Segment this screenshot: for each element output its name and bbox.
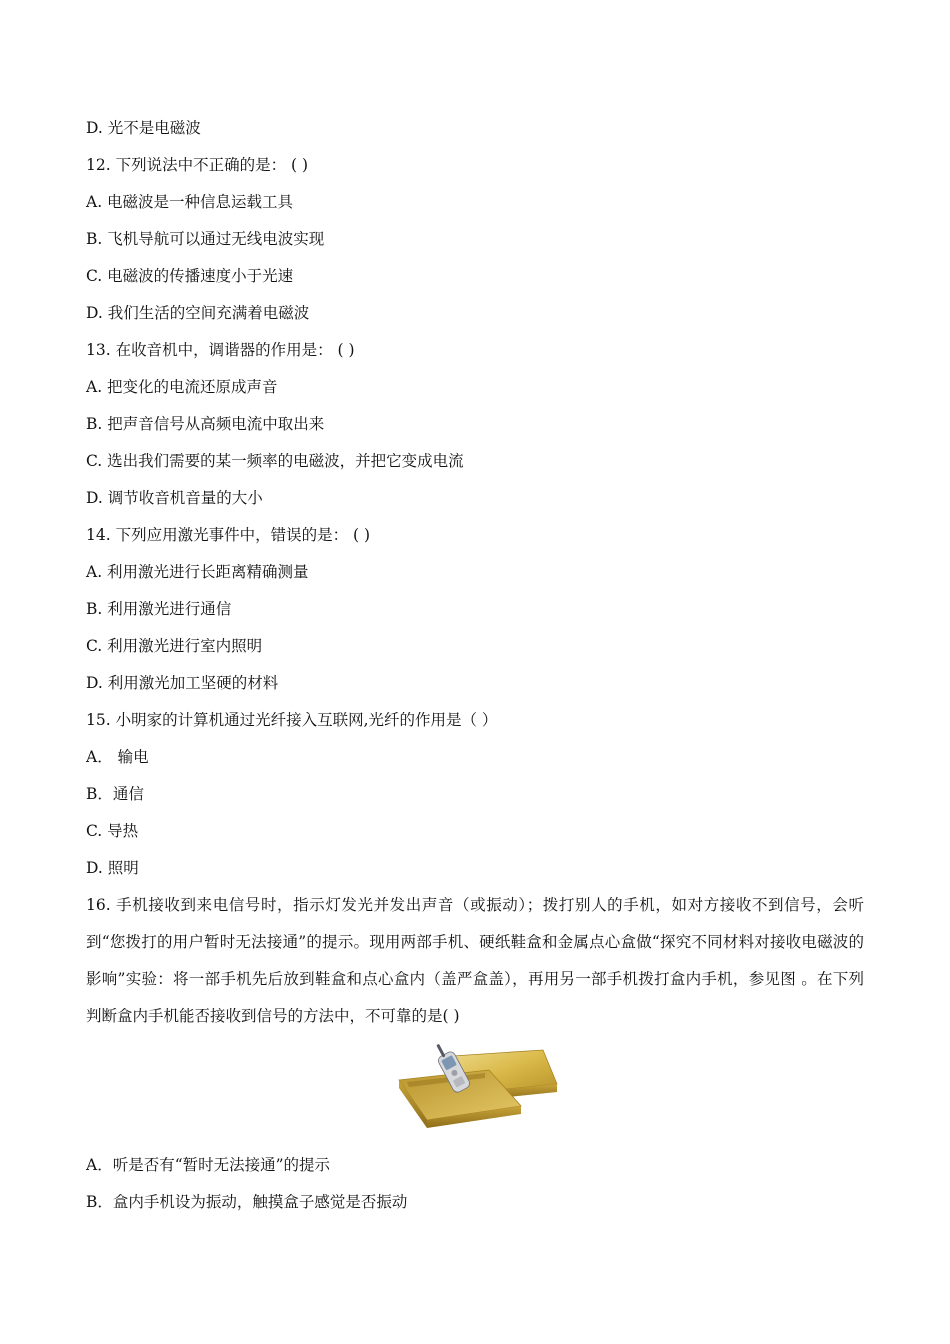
q11-option-d: D. 光不是电磁波: [86, 119, 201, 137]
q14-stem: 14. 下列应用激光事件中，错误的是： ( ): [86, 526, 371, 544]
q14-option-d: D. 利用激光加工坚硬的材料: [86, 674, 279, 692]
q14-option-b: B. 利用激光进行通信: [86, 600, 232, 618]
q13-option-c: C. 选出我们需要的某一频率的电磁波，并把它变成电流: [86, 452, 464, 470]
q16-stem: 16. 手机接收到来电信号时，指示灯发光并发出声音（或振动）；拨打别人的手机，如对方接收不到信号，会听到“您拨打的用户暂时无法接通”的提示。现用两部手机、硬纸鞋盒和金属点心盒做“探究不同材料对接收电磁波的影响”实验：将一部手机先后放到鞋盒和点心盒内（盖严盒盖），再用另一部手机拨打盒内手机，参见图 。在下列判断盒内手机能否接收到信号的方法中，不可靠的是( ): [86, 896, 864, 1025]
q16-option-a: A．听是否有“暂时无法接通”的提示: [86, 1156, 331, 1174]
q15-option-d: D. 照明: [86, 859, 139, 877]
q13-stem: 13. 在收音机中，调谐器的作用是： ( ): [86, 341, 355, 359]
q13-option-b: B. 把声音信号从高频电流中取出来: [86, 415, 325, 433]
q12-option-b: B. 飞机导航可以通过无线电波实现: [86, 230, 325, 248]
q14-option-a: A. 利用激光进行长距离精确测量: [86, 563, 309, 581]
q15-stem: 15. 小明家的计算机通过光纤接入互联网,光纤的作用是（ ）: [86, 711, 498, 729]
q14-option-c: C. 利用激光进行室内照明: [86, 637, 263, 655]
q15-option-b: B．通信: [86, 785, 144, 803]
q13-option-d: D. 调节收音机音量的大小: [86, 489, 263, 507]
q12-stem: 12. 下列说法中不正确的是： ( ): [86, 156, 309, 174]
q13-option-a: A. 把变化的电流还原成声音: [86, 378, 278, 396]
q15-option-c: C. 导热: [86, 822, 139, 840]
q16-option-b: B．盒内手机设为振动，触摸盒子感觉是否振动: [86, 1193, 408, 1211]
q15-option-a: A． 输电: [86, 748, 149, 766]
q12-option-c: C. 电磁波的传播速度小于光速: [86, 267, 294, 285]
q12-option-d: D. 我们生活的空间充满着电磁波: [86, 304, 310, 322]
q12-option-a: A. 电磁波是一种信息运载工具: [86, 193, 294, 211]
phone-in-gold-box-icon: [393, 1040, 559, 1130]
